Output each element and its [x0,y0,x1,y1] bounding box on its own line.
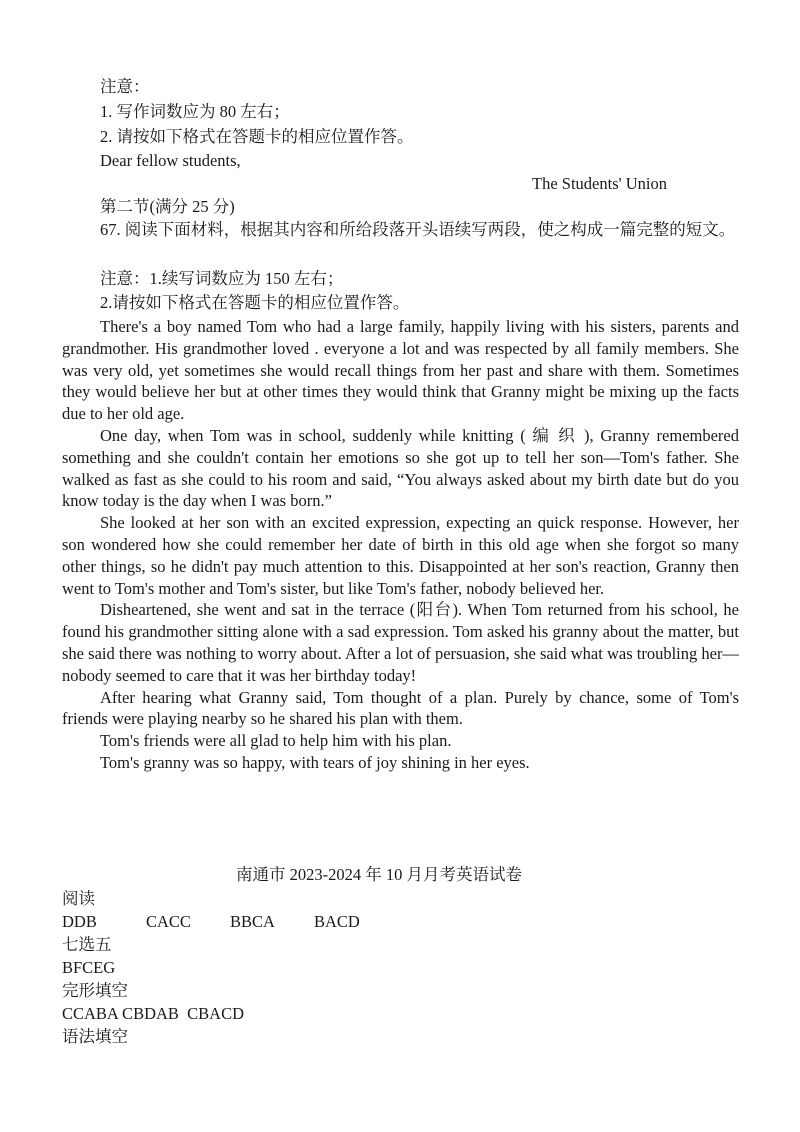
letter-salutation: Dear fellow students, [100,151,241,170]
grammar-label: 语法填空 [62,1027,128,1046]
story-paragraph-2: One day, when Tom was in school, suddenly while knitting ( 编 织 ), Granny remembered something and she couldn't contain her emotions so she got up to tell her son—Tom's father. She walked as fast as she could to his room and said, “You always asked about my birth date but do you know today is the day when I was born.” [62,425,739,511]
reading-group: BACD [314,912,360,931]
story-paragraph-3: She looked at her son with an excited expression, expecting an quick response. However, her son wondered how she could remember her date of birth in this old age when she forgot so many other things, so he didn't pay much attention to this. Disappointed at her son's reaction, Granny then went to Tom's mother and Tom's sister, but like Tom's father, nobody believed her. [62,513,739,598]
reading-label: 阅读 [62,889,95,908]
reading-group: BBCA [230,912,275,931]
section2-note-1: 注意：1.续写词数应为 150 左右； [100,269,344,288]
story-paragraph-4: Disheartened, she went and sat in the terrace (阳台). When Tom returned from his school, he found his grandmother sitting alone with a sad expression. Tom asked his granny about the matter, but she said there was nothing to worry about. After a lot of persuasion, she said what was troubling her—nobody seemed to care that it was her birthday today! [62,600,739,685]
reading-group: CACC [146,912,191,931]
story-paragraph-7: Tom's granny was so happy, with tears of joy shining in her eyes. [100,752,530,772]
letter-signature: The Students' Union [532,174,667,193]
story-text [62,316,739,774]
story-paragraph-5: After hearing what Granny said, Tom thought of a plan. Purely by chance, some of Tom's friends were playing nearby so he shared his plan with them. [62,687,739,729]
answer-key-title: 南通市 2023-2024 年 10 月月考英语试卷 [236,865,522,884]
reading-answers [62,911,360,933]
seven-choose-five-answers: BFCEG [62,958,116,977]
cloze-label: 完形填空 [62,981,128,1000]
cloze-answers: CCABA CBDAB CBACD [62,1004,245,1023]
story-paragraph-6: Tom's friends were all glad to help him with his plan. [100,731,452,751]
seven-choose-five-label: 七选五 [62,935,112,954]
section2-heading: 第二节(满分 25 分) [100,197,235,216]
reading-group: DDB [62,912,97,931]
section2-instruction-block [62,219,739,241]
notes-item-2: 2. 请按如下格式在答题卡的相应位置作答。 [100,127,414,146]
notes-heading: 注意： [100,77,150,96]
story-paragraph-1: There's a boy named Tom who had a large family, happily living with his sisters, parents and grandmother. His grandmother loved . everyone a lot and was respected by all family members. She was very old, yet sometimes she would recall things from her past and share with them. Sometimes they would believe her but at other times they would think that Granny might be mixing up the facts due to her old age. [62,317,739,424]
section2-note-2: 2.请按如下格式在答题卡的相应位置作答。 [100,293,410,312]
section2-instruction: 67. 阅读下面材料，根据其内容和所给段落开头语续写两段，使之构成一篇完整的短文。 [100,220,736,239]
notes-item-1: 1. 写作词数应为 80 左右； [100,102,290,121]
